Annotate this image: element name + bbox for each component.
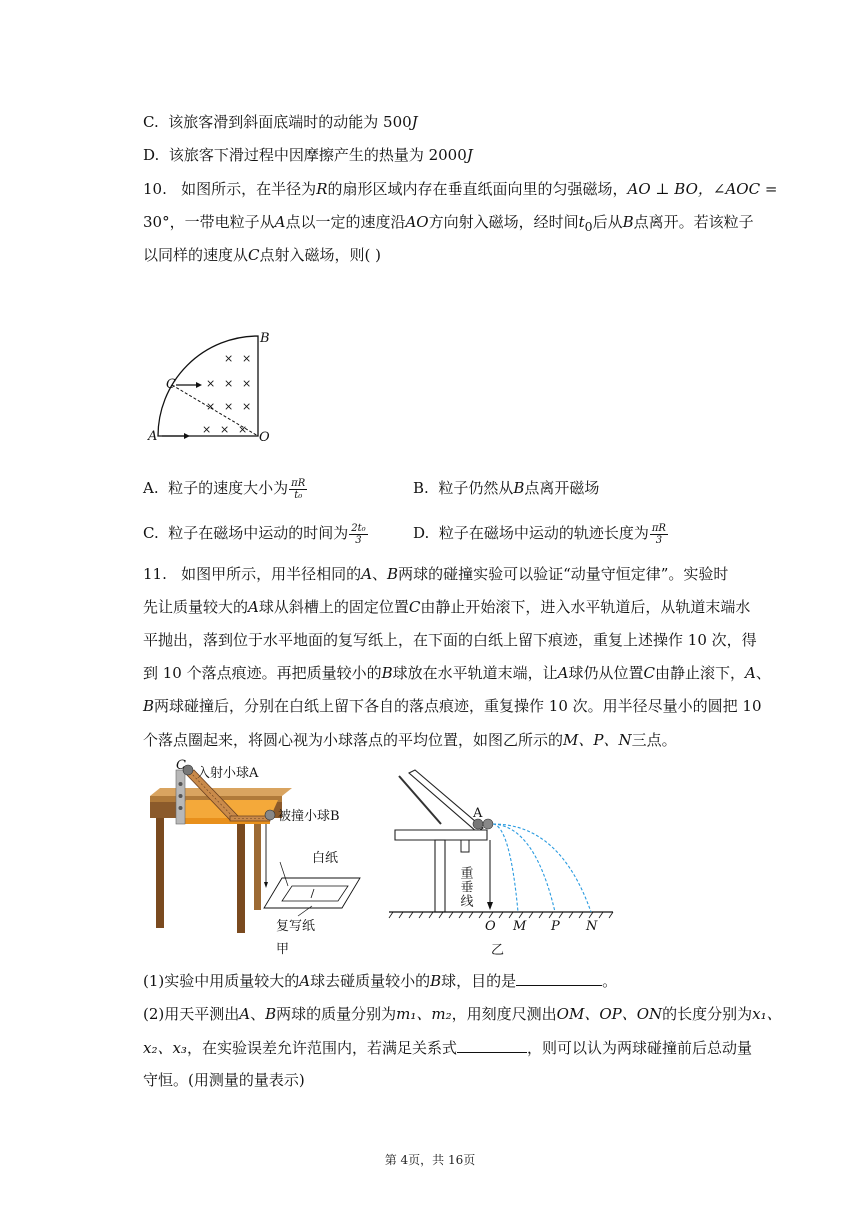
- answer-blank[interactable]: [516, 969, 602, 986]
- label-white-paper: 白纸: [312, 851, 339, 866]
- label-c: C: [166, 377, 176, 392]
- caption-jia: 甲: [276, 942, 290, 957]
- q11-sub2-line2: x₂、x₃，在实验误差允许范围内，若满足关系式 ，则可以认为两球碰撞前后总动量: [143, 1036, 728, 1059]
- question-number: 11.: [143, 565, 167, 583]
- q11-stem-line3: 平抛出，落到位于水平地面的复写纸上，在下面的白纸上留下痕迹，重复上述操作 10 次，得: [143, 631, 757, 649]
- svg-text:×: ×: [224, 400, 234, 413]
- q10-option-b: B. 粒子仍然从B点离开磁场: [413, 479, 600, 497]
- q10-stem-line2: 30°，一带电粒子从A点以一定的速度沿AO方向射入磁场，经时间$t_0$后从B点离开。若该粒子: [143, 213, 754, 234]
- label-target-ball: 被撞小球B: [278, 809, 340, 824]
- figure-jia-apparatus: [142, 758, 377, 958]
- q10-option-d: D. 粒子在磁场中运动的轨迹长度为 $\frac{\pi R}{3}$: [413, 522, 666, 546]
- svg-text:×: ×: [206, 400, 216, 413]
- label-incident-ball: 入射小球A: [197, 766, 259, 781]
- q9-option-d: D. 该旅客下滑过程中因摩擦产生的热量为 2000J: [143, 146, 473, 164]
- svg-text:×: ×: [202, 423, 212, 436]
- label-b: B: [260, 331, 270, 346]
- answer-blank[interactable]: [457, 1036, 527, 1053]
- label-c: C: [176, 758, 186, 773]
- svg-text:×: ×: [224, 352, 234, 365]
- label-carbon-paper: 复写纸: [276, 919, 316, 934]
- label-m: M: [513, 919, 527, 934]
- q11-stem-line4: 到 10 个落点痕迹。再把质量较小的B球放在水平轨道末端，让A球仍从位置C由静止滚下，A、: [143, 664, 771, 682]
- q11-sub2-line1: (2)用天平测出A、B两球的质量分别为m₁、m₂，用刻度尺测出OM、OP、ON的长度分别为x₁、: [143, 1005, 782, 1023]
- svg-text:×: ×: [206, 377, 216, 390]
- q11-stem-line6: 个落点圈起来，将圆心视为小球落点的平均位置，如图乙所示的M、P、N三点。: [143, 731, 677, 749]
- q10-option-a: A. 粒子的速度大小为 $\frac{\pi R}{\text{t₀}}$: [143, 477, 306, 501]
- q11-stem-line2: 先让质量较大的A球从斜槽上的固定位置C由静止开始滚下，进入水平轨道后，从轨道末端水: [143, 598, 751, 616]
- svg-text:×: ×: [224, 377, 234, 390]
- q11-sub2-line3: 守恒。(用测量的量表示): [143, 1071, 305, 1089]
- svg-text:×: ×: [242, 400, 252, 413]
- figure-yi-trajectories: [385, 768, 625, 958]
- q10-option-c: C. 粒子在磁场中运动的时间为 $\frac{\text{2t₀}}{3}$: [143, 522, 366, 546]
- svg-text:×: ×: [242, 377, 252, 390]
- field-crosses: [202, 352, 251, 436]
- question-number: 10.: [143, 180, 167, 198]
- fraction: $\frac{\text{2t₀}}{3}$: [351, 522, 366, 546]
- svg-text:重垂线: 重垂线: [457, 866, 473, 908]
- q10-stem-line3: 以同样的速度从C点射入磁场，则( ): [143, 246, 381, 264]
- label-a: A: [148, 429, 158, 444]
- q11-stem-line1: 11. 如图甲所示，用半径相同的A、B两球的碰撞实验可以验证“动量守恒定律”。实验时: [143, 565, 729, 583]
- fraction: $\frac{\pi R}{3}$: [651, 522, 666, 546]
- q10-stem-line1: 10. 如图所示，在半径为R的扇形区域内存在垂直纸面向里的匀强磁场，AO ⊥ BO，∠AOC =: [143, 180, 778, 198]
- q10-sector-figure: [140, 325, 285, 450]
- label-o: O: [485, 919, 496, 934]
- page-footer: 第 4页，共 16页: [384, 1153, 476, 1167]
- caption-yi: 乙: [491, 943, 505, 958]
- label-o: O: [259, 430, 270, 445]
- label-n: N: [586, 919, 598, 934]
- q11-stem-line5: B两球碰撞后，分别在白纸上留下各自的落点痕迹，重复操作 10 次。用半径尽量小的圆把 10: [143, 697, 762, 715]
- label-plumb-line: [458, 866, 474, 908]
- svg-text:×: ×: [238, 423, 248, 436]
- svg-text:×: ×: [242, 352, 252, 365]
- label-p: P: [551, 919, 560, 934]
- fraction: $\frac{\pi R}{\text{t₀}}$: [291, 477, 306, 501]
- svg-text:×: ×: [220, 423, 230, 436]
- label-a: A: [473, 806, 483, 821]
- q11-sub1: (1)实验中用质量较大的A球去碰质量较小的B球，目的是 。: [143, 969, 728, 992]
- q9-option-c: C. 该旅客滑到斜面底端时的动能为 500J: [143, 113, 418, 131]
